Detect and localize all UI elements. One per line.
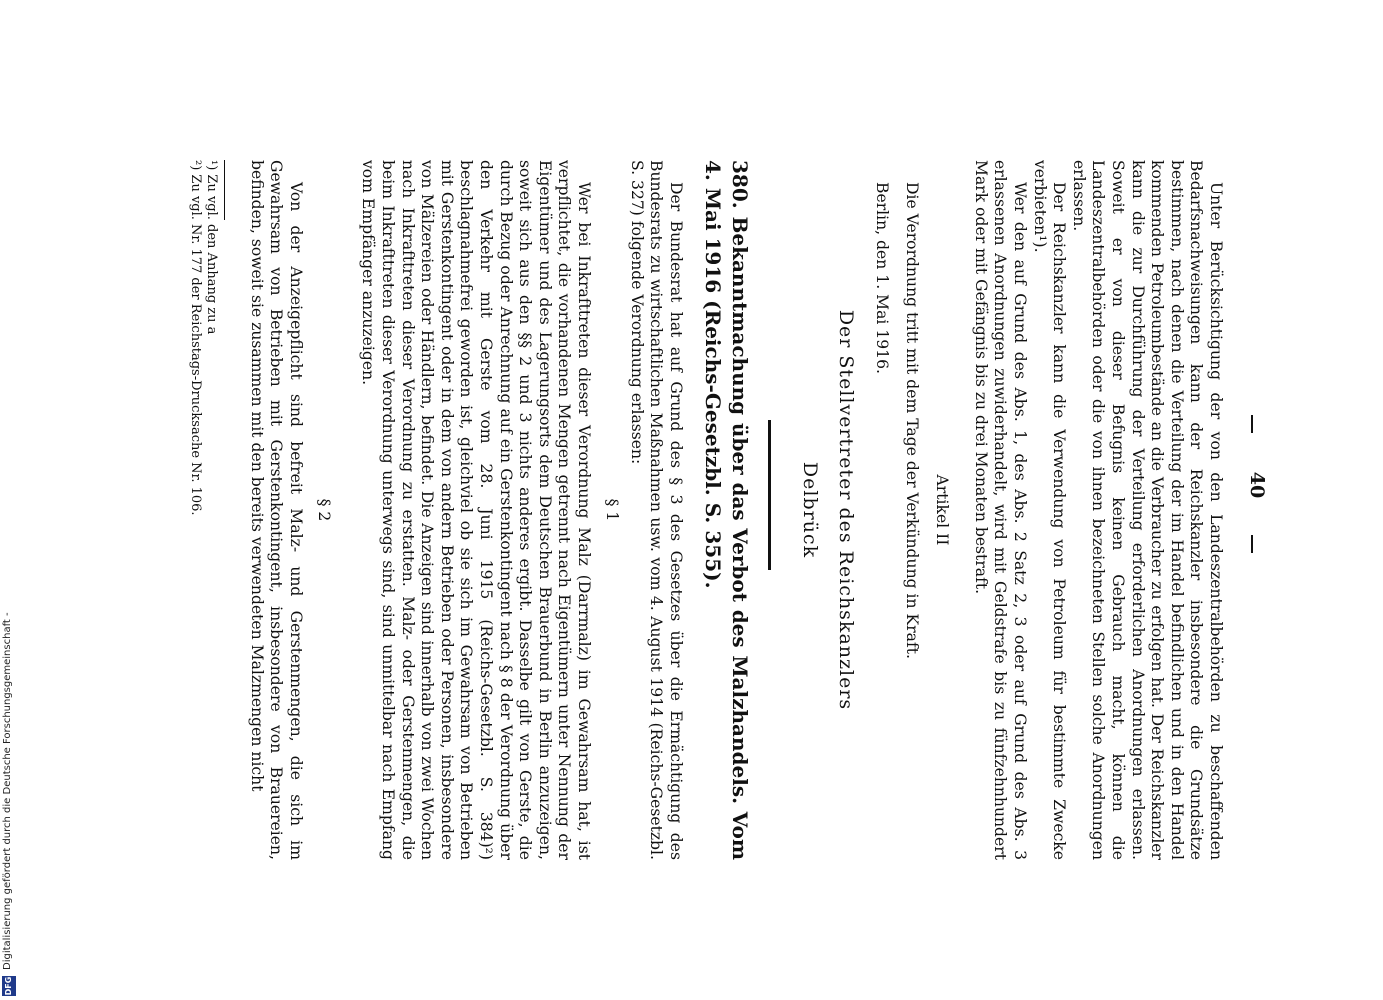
signature-title: Der Stellvertreter des Reichskanzlers xyxy=(835,309,857,711)
paragraph: Die Verordnung tritt mit dem Tage der Verkündung in Kraft. xyxy=(903,182,921,659)
signature-name: Delbrück xyxy=(799,461,821,559)
section-title: 380. Bekanntmachung über das Verbot des Malzhandels. Vom 4. Mai 1916 (Reichs-Gesetzbl. S. 355). xyxy=(701,160,752,860)
footnote: ¹) Zu vgl. den Anhang zu a xyxy=(204,160,219,335)
paragraph: Wer den auf Grund des Abs. 1, des Abs. 2 Satz 2, 3 oder auf Grund des Abs. 3 erlassenen Anordnungen zuwiderhandelt, wird mit Geldstrafe bis zu fünfzehnhundert Mark oder mit Gefängnis bis zu drei Monaten bestraft. xyxy=(971,160,1030,860)
section-2-heading: § 2 xyxy=(315,498,333,522)
paragraph: Unter Berücksichtigung der von den Landeszentralbehörden zu beschaffenden Bedarfsnachweisungen kann der Reichskanzler insbesondere die Grundsätze bestimmen, nach denen die Verteilung der im Handel befindlichen und in den Handel kommenden Petroleumbestände an die Verbraucher zu erfolgen hat. Der Reichskanzler kann die zur Durchführung der Verteilung erforderlichen Anordnungen erlassen. Soweit er von dieser Befugnis keinen Gebrauch macht, können die Landeszentralbehörden oder die von ihnen bezeichneten Stellen solche Anordnungen erlassen. xyxy=(1069,160,1225,860)
artikel-heading: Artikel II xyxy=(933,474,951,546)
paragraph: Der Bundesrat hat auf Grund des § 3 des Gesetzes über die Ermächtigung des Bundesrats zu wirtschaftlichen Maßnahmen usw. vom 4. August 1914 (Reichs-Gesetzbl. S. 327) folgende Verordnung erlassen: xyxy=(627,160,685,860)
page-number: 40 xyxy=(1246,471,1268,499)
footnote: ²) Zu vgl. Nr. 177 der Reichstags-Drucksache Nr. 106. xyxy=(188,160,203,516)
paragraph: Wer bei Inkrafttreten dieser Verordnung Malz (Darrmalz) im Gewahrsam hat, ist verpflichtet, die vorhandenen Mengen getrennt nach Eigentümern unter Nennung der Eigentümer und des Lagerungsorts dem Deutschen Brauerbund in Berlin anzuzeigen, soweit sich aus den §§ 2 und 3 nichts anderes ergibt. Dasselbe gilt von Gerste, die durch Bezug oder Anrechnung auf ein Gerstenkontingent nach § 8 der Verordnung über den Verkehr mit Gerste vom 28. Juni 1915 (Reichs-Gesetzbl. S. 384)²) beschlagnahmefrei geworden ist, gleichviel ob sie sich im Gewahrsam von Betrieben mit Gerstenkontingent oder in dem von andern Betrieben oder Personen, insbesondere von Mälzereien oder Händlern, befindet. Die Anzeigen sind innerhalb von zwei Wochen nach Inkrafttreten dieser Verordnung zu erstatten. Malz- oder Gerstenmengen, die beim Inkrafttreten dieser Verordnung unterwegs sind, sind unmittelbar nach Empfang vom Empfänger anzuzeigen. xyxy=(359,160,593,860)
dfg-credit-text: Digitalisierung gefördert durch die Deutsche Forschungsgemeinschaft - xyxy=(2,612,13,970)
paragraph: Berlin, den 1. Mai 1916. xyxy=(873,182,891,374)
paragraph: Der Reichskanzler kann die Verwendung von Petroleum für bestimmte Zwecke verbieten¹). xyxy=(1030,160,1069,860)
paragraph: Von der Anzeigepflicht sind befreit Malz- und Gerstenmengen, die sich im Gewahrsam von Betrieben mit Gerstenkontingent, insbesondere von Brauereien, befinden, soweit sie zusammen mit den bereits verwendeten Malzmengen nicht xyxy=(247,160,305,860)
dfg-logo-icon: DFG xyxy=(2,976,16,996)
section-1-heading: § 1 xyxy=(603,498,621,522)
